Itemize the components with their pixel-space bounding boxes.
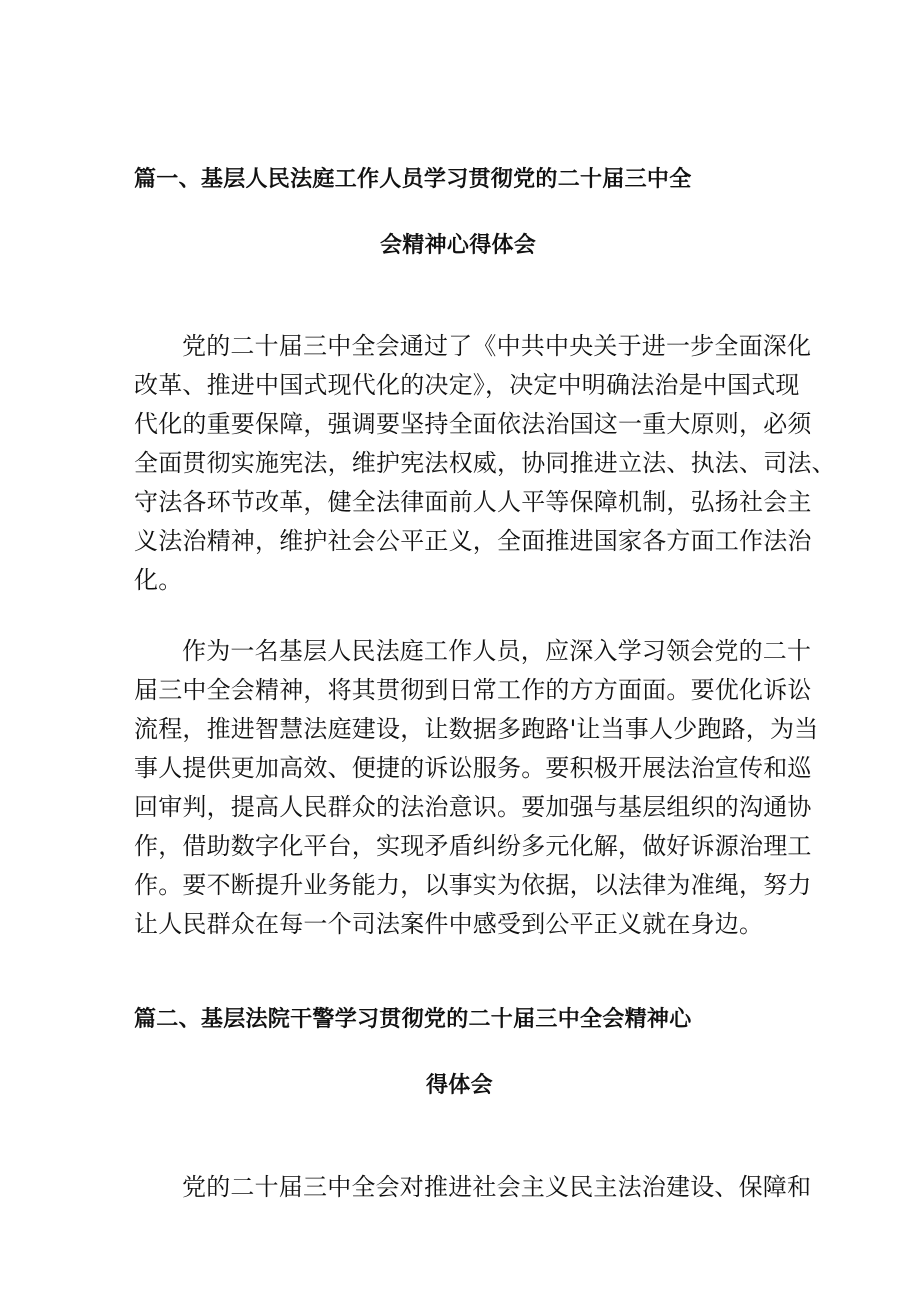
section2-title-line2: 得体会: [426, 1073, 493, 1098]
paragraph-line: 事人提供更加高效、便捷的诉讼服务。要积极开展法治宣传和巡: [134, 754, 812, 782]
paragraph-line: 届三中全会精神，将其贯彻到日常工作的方方面面。要优化诉讼: [134, 676, 812, 704]
paragraph-line: 作为一名基层人民法庭工作人员，应深入学习领会党的二十: [182, 637, 812, 665]
paragraph-line: 化。: [134, 566, 183, 594]
paragraph-line: 改革、推进中国式现代化的决定》，决定中明确法治是中国式现: [134, 371, 800, 399]
paragraph-line: 作，借助数字化平台，实现矛盾纠纷多元化解，做好诉源治理工: [134, 832, 812, 860]
paragraph-line: 作。要不断提升业务能力，以事实为依据，以法律为准绳，努力: [134, 871, 812, 899]
section1-paragraph1: [134, 327, 836, 600]
section1-title-line2: 会精神心得体会: [380, 233, 537, 258]
section2-title-line1: 篇二、基层法院干警学习贯彻党的二十届三中全会精神心: [134, 1007, 692, 1032]
paragraph-line: 义法治精神，维护社会公平正义，全面推进国家各方面工作法治: [134, 527, 812, 555]
paragraph-line: 守法各环节改革，健全法律面前人人平等保障机制，弘扬社会主: [134, 488, 812, 516]
paragraph-line: 让人民群众在每一个司法案件中感受到公平正义就在身边。: [134, 910, 764, 938]
paragraph-line: 党的二十届三中全会通过了《中共中央关于进一步全面深化: [182, 332, 812, 360]
paragraph-line: 党的二十届三中全会对推进社会主义民主法治建设、保障和: [182, 1173, 812, 1201]
paragraph-line: 代化的重要保障，强调要坚持全面依法治国这一重大原则，必须: [134, 410, 812, 438]
paragraph-line: 回审判，提高人民群众的法治意识。要加强与基层组织的沟通协: [134, 793, 812, 821]
paragraph-line: 全面贯彻实施宪法，维护宪法权威，协同推进立法、执法、司法、: [134, 449, 836, 477]
section1-title-line1: 篇一、基层人民法庭工作人员学习贯彻党的二十届三中全: [134, 167, 692, 192]
section1-paragraph2: [134, 632, 819, 944]
paragraph-line: 流程，推进智慧法庭建设，让数据多跑路'让当事人少跑路，为当: [134, 715, 819, 743]
section2-paragraph1: [134, 1168, 814, 1207]
